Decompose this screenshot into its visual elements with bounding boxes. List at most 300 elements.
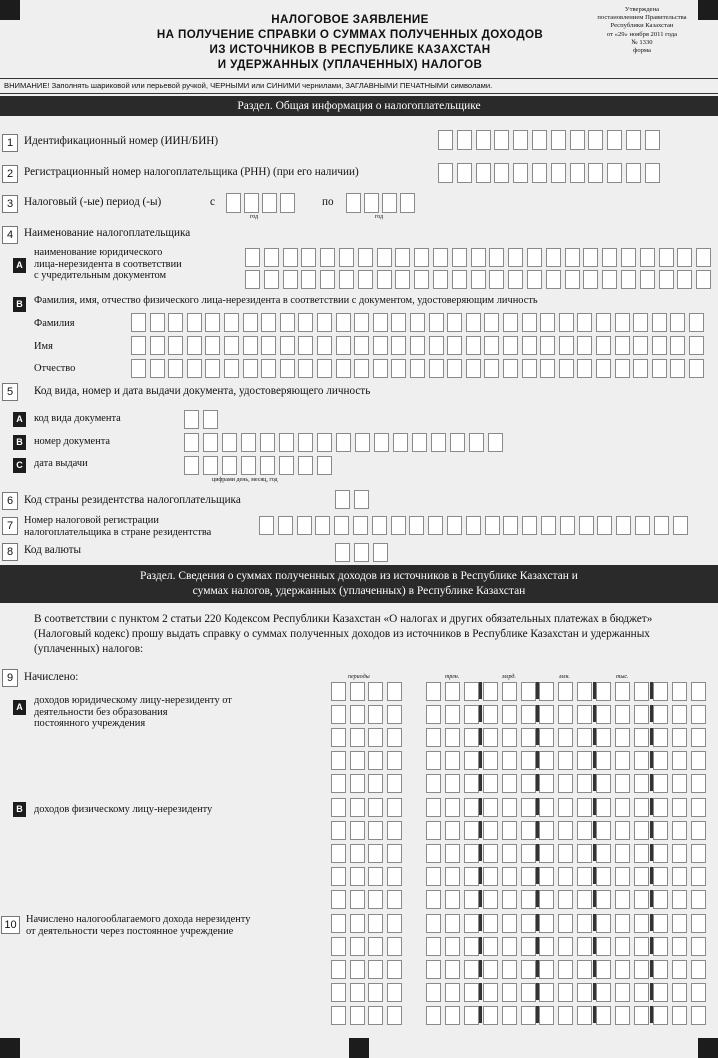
amount-box[interactable] (634, 960, 649, 979)
iin-bin-box[interactable] (607, 130, 622, 150)
amount-box[interactable] (502, 960, 517, 979)
legal-name-box[interactable] (395, 248, 410, 267)
amount-box[interactable] (672, 1006, 687, 1025)
legal-name-box[interactable] (640, 270, 655, 289)
amount-box[interactable] (558, 821, 573, 840)
iin-bin-box[interactable] (513, 130, 528, 150)
amount-box[interactable] (558, 798, 573, 817)
amount-box[interactable] (672, 983, 687, 1002)
amount-box[interactable] (483, 914, 498, 933)
amount-box[interactable] (615, 937, 630, 956)
iin-bin-box[interactable] (457, 130, 472, 150)
amount-box[interactable] (558, 867, 573, 886)
amount-box[interactable] (596, 728, 611, 747)
person-name-box[interactable] (466, 336, 481, 355)
amount-box[interactable] (634, 914, 649, 933)
issue-date-box[interactable] (279, 456, 294, 475)
person-name-box[interactable] (670, 359, 685, 378)
amount-box[interactable] (521, 751, 536, 770)
amount-box[interactable] (502, 821, 517, 840)
tax-reg-box[interactable] (372, 516, 387, 535)
legal-name-box[interactable] (583, 270, 598, 289)
amount-box[interactable] (691, 960, 706, 979)
amount-box[interactable] (464, 798, 479, 817)
period-box[interactable] (350, 844, 365, 863)
period-box[interactable] (350, 914, 365, 933)
legal-name-box[interactable] (602, 270, 617, 289)
tax-reg-box[interactable] (597, 516, 612, 535)
person-name-box[interactable] (261, 359, 276, 378)
period-box[interactable] (368, 937, 383, 956)
amount-box[interactable] (445, 728, 460, 747)
issue-date-box[interactable] (203, 456, 218, 475)
period-box[interactable] (331, 844, 346, 863)
amount-box[interactable] (539, 937, 554, 956)
amount-box[interactable] (672, 867, 687, 886)
amount-box[interactable] (464, 983, 479, 1002)
legal-name-box[interactable] (489, 270, 504, 289)
rnn-box[interactable] (607, 163, 622, 183)
amount-box[interactable] (445, 844, 460, 863)
person-name-box[interactable] (298, 336, 313, 355)
person-name-box[interactable] (317, 313, 332, 332)
amount-box[interactable] (464, 774, 479, 793)
amount-box[interactable] (615, 844, 630, 863)
tax-reg-box[interactable] (428, 516, 443, 535)
tax-reg-box[interactable] (315, 516, 330, 535)
amount-box[interactable] (445, 751, 460, 770)
period-box[interactable] (368, 705, 383, 724)
amount-box[interactable] (577, 937, 592, 956)
person-name-box[interactable] (205, 359, 220, 378)
country-code-box[interactable] (335, 490, 350, 509)
person-name-box[interactable] (429, 313, 444, 332)
person-name-box[interactable] (577, 313, 592, 332)
amount-box[interactable] (634, 1006, 649, 1025)
person-name-box[interactable] (298, 313, 313, 332)
legal-name-box[interactable] (320, 270, 335, 289)
person-name-box[interactable] (652, 336, 667, 355)
doc-number-box[interactable] (431, 433, 446, 452)
amount-box[interactable] (426, 798, 441, 817)
amount-box[interactable] (691, 705, 706, 724)
rnn-box[interactable] (645, 163, 660, 183)
amount-box[interactable] (634, 705, 649, 724)
doc-number-box[interactable] (412, 433, 427, 452)
person-name-box[interactable] (298, 359, 313, 378)
period-box[interactable] (350, 1006, 365, 1025)
tax-reg-box[interactable] (560, 516, 575, 535)
period-box[interactable] (387, 937, 402, 956)
period-box[interactable] (387, 960, 402, 979)
period-box[interactable] (387, 774, 402, 793)
rnn-box[interactable] (476, 163, 491, 183)
legal-name-box[interactable] (301, 248, 316, 267)
amount-box[interactable] (596, 1006, 611, 1025)
period-to-box[interactable] (382, 193, 397, 213)
person-name-box[interactable] (410, 313, 425, 332)
period-box[interactable] (350, 751, 365, 770)
amount-box[interactable] (558, 1006, 573, 1025)
legal-name-box[interactable] (659, 248, 674, 267)
amount-box[interactable] (672, 705, 687, 724)
person-name-box[interactable] (596, 359, 611, 378)
amount-box[interactable] (672, 821, 687, 840)
period-box[interactable] (368, 983, 383, 1002)
amount-box[interactable] (445, 983, 460, 1002)
amount-box[interactable] (521, 914, 536, 933)
amount-box[interactable] (672, 682, 687, 701)
amount-box[interactable] (672, 798, 687, 817)
legal-name-box[interactable] (245, 270, 260, 289)
tax-reg-box[interactable] (447, 516, 462, 535)
amount-box[interactable] (426, 844, 441, 863)
amount-box[interactable] (445, 937, 460, 956)
amount-box[interactable] (577, 1006, 592, 1025)
issue-date-box[interactable] (184, 456, 199, 475)
amount-box[interactable] (426, 705, 441, 724)
period-box[interactable] (331, 774, 346, 793)
amount-box[interactable] (445, 705, 460, 724)
period-box[interactable] (387, 867, 402, 886)
amount-box[interactable] (558, 705, 573, 724)
person-name-box[interactable] (503, 313, 518, 332)
doc-number-box[interactable] (488, 433, 503, 452)
person-name-box[interactable] (503, 359, 518, 378)
period-box[interactable] (350, 867, 365, 886)
legal-name-box[interactable] (471, 248, 486, 267)
amount-box[interactable] (596, 844, 611, 863)
amount-box[interactable] (464, 914, 479, 933)
amount-box[interactable] (615, 821, 630, 840)
person-name-box[interactable] (466, 313, 481, 332)
person-name-box[interactable] (540, 313, 555, 332)
period-box[interactable] (350, 890, 365, 909)
amount-box[interactable] (558, 774, 573, 793)
period-box[interactable] (368, 844, 383, 863)
amount-box[interactable] (445, 1006, 460, 1025)
amount-box[interactable] (596, 937, 611, 956)
issue-date-box[interactable] (241, 456, 256, 475)
legal-name-box[interactable] (339, 248, 354, 267)
iin-bin-box[interactable] (570, 130, 585, 150)
legal-name-box[interactable] (621, 270, 636, 289)
amount-box[interactable] (634, 983, 649, 1002)
amount-box[interactable] (483, 728, 498, 747)
doc-type-box[interactable] (203, 410, 218, 429)
amount-box[interactable] (596, 960, 611, 979)
amount-box[interactable] (502, 890, 517, 909)
amount-box[interactable] (653, 937, 668, 956)
amount-box[interactable] (558, 914, 573, 933)
period-box[interactable] (368, 751, 383, 770)
amount-box[interactable] (502, 705, 517, 724)
amount-box[interactable] (483, 798, 498, 817)
person-name-box[interactable] (261, 313, 276, 332)
amount-box[interactable] (539, 705, 554, 724)
amount-box[interactable] (521, 983, 536, 1002)
amount-box[interactable] (502, 844, 517, 863)
amount-box[interactable] (539, 1006, 554, 1025)
person-name-box[interactable] (559, 359, 574, 378)
person-name-box[interactable] (596, 336, 611, 355)
tax-reg-box[interactable] (579, 516, 594, 535)
person-name-box[interactable] (317, 359, 332, 378)
amount-box[interactable] (521, 844, 536, 863)
amount-box[interactable] (691, 821, 706, 840)
person-name-box[interactable] (689, 336, 704, 355)
person-name-box[interactable] (280, 359, 295, 378)
amount-box[interactable] (653, 890, 668, 909)
rnn-box[interactable] (513, 163, 528, 183)
amount-box[interactable] (502, 1006, 517, 1025)
amount-box[interactable] (634, 844, 649, 863)
legal-name-box[interactable] (283, 270, 298, 289)
amount-box[interactable] (653, 798, 668, 817)
person-name-box[interactable] (336, 336, 351, 355)
amount-box[interactable] (577, 844, 592, 863)
amount-box[interactable] (615, 798, 630, 817)
person-name-box[interactable] (391, 336, 406, 355)
amount-box[interactable] (691, 844, 706, 863)
amount-box[interactable] (483, 682, 498, 701)
amount-box[interactable] (615, 774, 630, 793)
amount-box[interactable] (596, 682, 611, 701)
issue-date-box[interactable] (260, 456, 275, 475)
amount-box[interactable] (502, 751, 517, 770)
amount-box[interactable] (558, 983, 573, 1002)
amount-box[interactable] (577, 774, 592, 793)
amount-box[interactable] (426, 937, 441, 956)
amount-box[interactable] (596, 983, 611, 1002)
period-box[interactable] (368, 821, 383, 840)
amount-box[interactable] (426, 682, 441, 701)
legal-name-box[interactable] (659, 270, 674, 289)
period-box[interactable] (331, 867, 346, 886)
person-name-box[interactable] (447, 336, 462, 355)
amount-box[interactable] (483, 844, 498, 863)
amount-box[interactable] (539, 774, 554, 793)
person-name-box[interactable] (131, 359, 146, 378)
amount-box[interactable] (483, 983, 498, 1002)
amount-box[interactable] (464, 960, 479, 979)
tax-reg-box[interactable] (635, 516, 650, 535)
tax-reg-box[interactable] (391, 516, 406, 535)
tax-reg-box[interactable] (616, 516, 631, 535)
period-box[interactable] (368, 914, 383, 933)
rnn-box[interactable] (494, 163, 509, 183)
amount-box[interactable] (672, 728, 687, 747)
amount-box[interactable] (691, 914, 706, 933)
period-box[interactable] (331, 728, 346, 747)
period-box[interactable] (387, 1006, 402, 1025)
amount-box[interactable] (653, 1006, 668, 1025)
doc-number-box[interactable] (203, 433, 218, 452)
rnn-box[interactable] (588, 163, 603, 183)
amount-box[interactable] (483, 867, 498, 886)
amount-box[interactable] (445, 890, 460, 909)
amount-box[interactable] (615, 867, 630, 886)
amount-box[interactable] (653, 682, 668, 701)
amount-box[interactable] (426, 983, 441, 1002)
period-box[interactable] (387, 983, 402, 1002)
amount-box[interactable] (672, 914, 687, 933)
amount-box[interactable] (691, 1006, 706, 1025)
amount-box[interactable] (577, 705, 592, 724)
amount-box[interactable] (483, 960, 498, 979)
period-box[interactable] (368, 867, 383, 886)
person-name-box[interactable] (280, 336, 295, 355)
amount-box[interactable] (615, 960, 630, 979)
tax-reg-box[interactable] (654, 516, 669, 535)
person-name-box[interactable] (615, 359, 630, 378)
amount-box[interactable] (521, 890, 536, 909)
period-to-box[interactable] (346, 193, 361, 213)
person-name-box[interactable] (150, 336, 165, 355)
amount-box[interactable] (539, 844, 554, 863)
person-name-box[interactable] (633, 336, 648, 355)
amount-box[interactable] (558, 682, 573, 701)
amount-box[interactable] (426, 867, 441, 886)
amount-box[interactable] (539, 867, 554, 886)
period-box[interactable] (331, 682, 346, 701)
person-name-box[interactable] (150, 313, 165, 332)
legal-name-box[interactable] (546, 248, 561, 267)
period-box[interactable] (387, 728, 402, 747)
doc-number-box[interactable] (469, 433, 484, 452)
period-box[interactable] (368, 1006, 383, 1025)
rnn-box[interactable] (457, 163, 472, 183)
amount-box[interactable] (558, 751, 573, 770)
amount-box[interactable] (502, 937, 517, 956)
iin-bin-box[interactable] (551, 130, 566, 150)
amount-box[interactable] (426, 1006, 441, 1025)
amount-box[interactable] (445, 798, 460, 817)
amount-box[interactable] (691, 983, 706, 1002)
legal-name-box[interactable] (452, 248, 467, 267)
amount-box[interactable] (691, 728, 706, 747)
period-from-box[interactable] (280, 193, 295, 213)
person-name-box[interactable] (131, 313, 146, 332)
rnn-box[interactable] (438, 163, 453, 183)
amount-box[interactable] (558, 728, 573, 747)
amount-box[interactable] (596, 774, 611, 793)
amount-box[interactable] (445, 914, 460, 933)
person-name-box[interactable] (484, 336, 499, 355)
amount-box[interactable] (464, 867, 479, 886)
amount-box[interactable] (445, 682, 460, 701)
amount-box[interactable] (521, 774, 536, 793)
amount-box[interactable] (539, 682, 554, 701)
amount-box[interactable] (653, 867, 668, 886)
person-name-box[interactable] (633, 359, 648, 378)
legal-name-box[interactable] (452, 270, 467, 289)
iin-bin-box[interactable] (494, 130, 509, 150)
amount-box[interactable] (596, 890, 611, 909)
amount-box[interactable] (653, 774, 668, 793)
amount-box[interactable] (464, 844, 479, 863)
period-box[interactable] (387, 821, 402, 840)
legal-name-box[interactable] (414, 248, 429, 267)
amount-box[interactable] (596, 821, 611, 840)
person-name-box[interactable] (373, 313, 388, 332)
person-name-box[interactable] (168, 336, 183, 355)
person-name-box[interactable] (689, 359, 704, 378)
amount-box[interactable] (502, 682, 517, 701)
amount-box[interactable] (596, 751, 611, 770)
person-name-box[interactable] (410, 336, 425, 355)
person-name-box[interactable] (354, 359, 369, 378)
amount-box[interactable] (445, 960, 460, 979)
legal-name-box[interactable] (677, 248, 692, 267)
period-from-box[interactable] (262, 193, 277, 213)
amount-box[interactable] (691, 682, 706, 701)
period-box[interactable] (368, 960, 383, 979)
amount-box[interactable] (426, 914, 441, 933)
rnn-box[interactable] (532, 163, 547, 183)
amount-box[interactable] (596, 705, 611, 724)
person-name-box[interactable] (168, 359, 183, 378)
period-box[interactable] (387, 914, 402, 933)
person-name-box[interactable] (150, 359, 165, 378)
tax-reg-box[interactable] (353, 516, 368, 535)
legal-name-box[interactable] (414, 270, 429, 289)
person-name-box[interactable] (336, 313, 351, 332)
amount-box[interactable] (521, 1006, 536, 1025)
amount-box[interactable] (634, 728, 649, 747)
legal-name-box[interactable] (527, 248, 542, 267)
person-name-box[interactable] (577, 359, 592, 378)
amount-box[interactable] (426, 821, 441, 840)
amount-box[interactable] (426, 890, 441, 909)
amount-box[interactable] (464, 1006, 479, 1025)
period-box[interactable] (387, 705, 402, 724)
amount-box[interactable] (672, 774, 687, 793)
person-name-box[interactable] (336, 359, 351, 378)
tax-reg-box[interactable] (673, 516, 688, 535)
period-box[interactable] (331, 798, 346, 817)
amount-box[interactable] (445, 821, 460, 840)
amount-box[interactable] (539, 751, 554, 770)
period-box[interactable] (387, 844, 402, 863)
amount-box[interactable] (521, 960, 536, 979)
rnn-box[interactable] (570, 163, 585, 183)
amount-box[interactable] (577, 867, 592, 886)
amount-box[interactable] (521, 821, 536, 840)
person-name-box[interactable] (652, 359, 667, 378)
currency-box[interactable] (335, 543, 350, 562)
person-name-box[interactable] (633, 313, 648, 332)
amount-box[interactable] (634, 937, 649, 956)
person-name-box[interactable] (484, 313, 499, 332)
amount-box[interactable] (464, 682, 479, 701)
amount-box[interactable] (596, 798, 611, 817)
period-box[interactable] (350, 798, 365, 817)
amount-box[interactable] (634, 890, 649, 909)
legal-name-box[interactable] (245, 248, 260, 267)
doc-type-box[interactable] (184, 410, 199, 429)
person-name-box[interactable] (522, 313, 537, 332)
amount-box[interactable] (672, 890, 687, 909)
amount-box[interactable] (653, 705, 668, 724)
legal-name-box[interactable] (583, 248, 598, 267)
legal-name-box[interactable] (527, 270, 542, 289)
legal-name-box[interactable] (508, 248, 523, 267)
person-name-box[interactable] (187, 359, 202, 378)
amount-box[interactable] (539, 798, 554, 817)
legal-name-box[interactable] (377, 270, 392, 289)
legal-name-box[interactable] (565, 270, 580, 289)
